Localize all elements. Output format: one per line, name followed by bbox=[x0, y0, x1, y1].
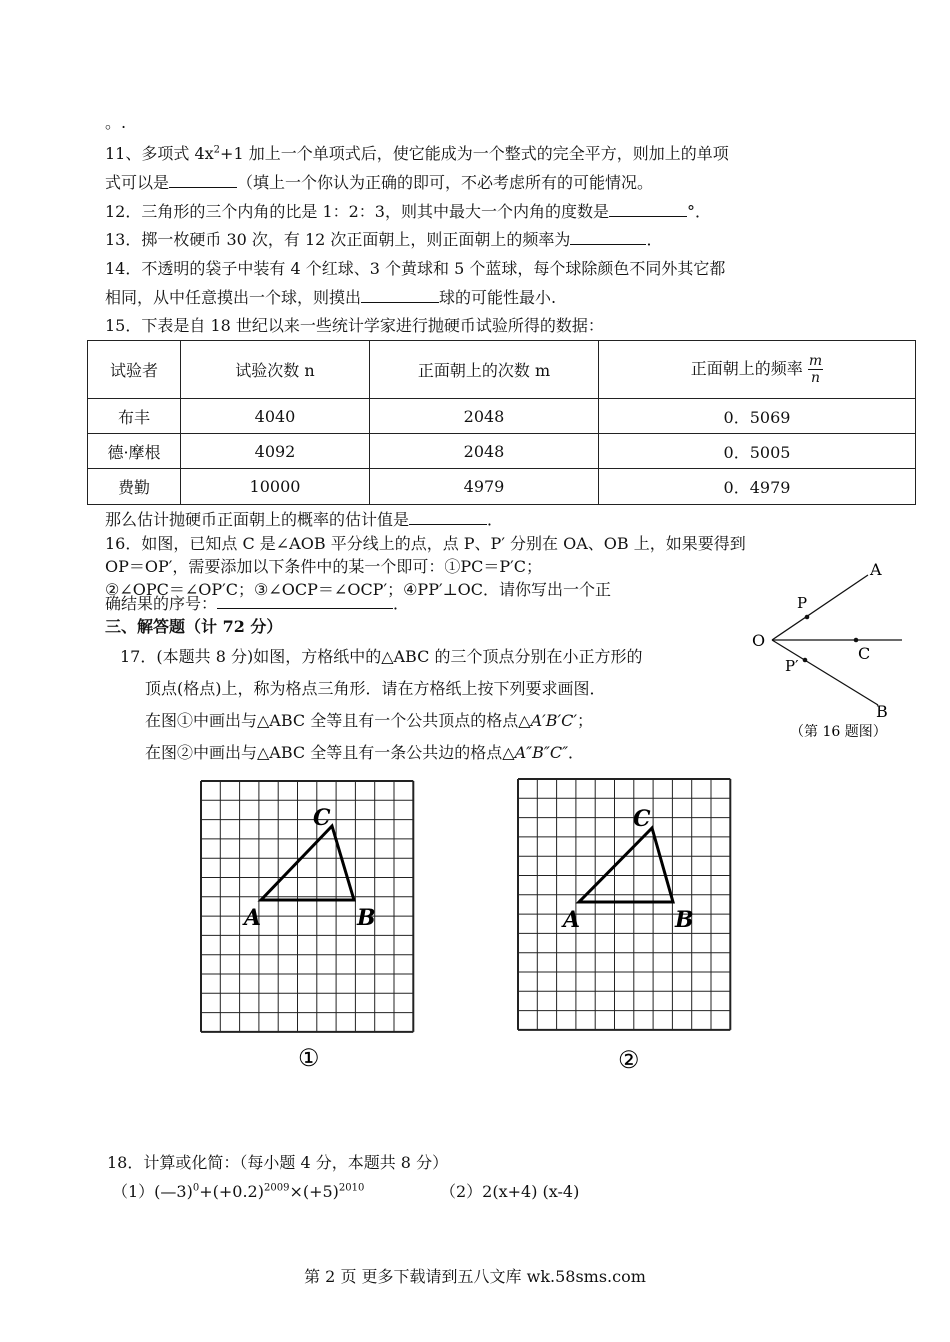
figure-caption: （第 16 题图） bbox=[790, 724, 887, 740]
question-15-intro: 15．下表是自 18 世纪以来一些统计学家进行抛硬币试验所得的数据： bbox=[105, 316, 604, 335]
question-18-part1 bbox=[112, 1181, 364, 1203]
cell-name: 费勤 bbox=[88, 469, 181, 505]
header-heads: 正面朝上的次数 m bbox=[370, 341, 599, 399]
q18-p1-exp3: 2010 bbox=[338, 1182, 365, 1194]
question-16-line2: OP＝OP′，需要添加以下条件中的某一个即可：①PC＝P′C； bbox=[105, 557, 543, 576]
header-frequency bbox=[599, 341, 916, 399]
question-16-line1: 16．如图，已知点 C 是∠AOB 平分线上的点，点 P、P′ 分别在 OA、OB 上，如果要得到 bbox=[105, 534, 746, 553]
question-12 bbox=[105, 201, 711, 223]
q15-after-b: ． bbox=[487, 510, 504, 529]
cell-name: 德·摩根 bbox=[88, 434, 181, 469]
q12-text-b: °． bbox=[687, 202, 712, 221]
q18-p1-b: +(+0.2) bbox=[199, 1182, 264, 1201]
page-footer: 第 2 页 更多下载请到五八文库 wk.58sms.com bbox=[304, 1267, 646, 1286]
q17-line3-a: 在图①中画出与△ABC 全等且有一个公共顶点的格点△ bbox=[145, 711, 531, 730]
answer-blank-16[interactable] bbox=[217, 594, 393, 609]
cell-trials: 4040 bbox=[181, 399, 370, 434]
cell-trials: 4092 bbox=[181, 434, 370, 469]
cell-frequency: 0．4979 bbox=[599, 469, 916, 505]
label-b-1: B bbox=[357, 905, 376, 931]
question-15-followup bbox=[105, 509, 503, 531]
q17-line3-b: ； bbox=[577, 711, 594, 730]
point-p bbox=[805, 615, 810, 620]
q16-line4-b: ． bbox=[393, 594, 410, 613]
q14-line2-a: 相同，从中任意摸出一个球，则摸出 bbox=[105, 288, 362, 307]
triangle-abc-2 bbox=[579, 828, 673, 902]
question-17-line3 bbox=[145, 710, 593, 732]
label-a-2: A bbox=[563, 907, 581, 933]
fraction-numerator: m bbox=[808, 353, 823, 369]
q13-text-b: ． bbox=[646, 230, 663, 249]
question-14-line1: 14．不透明的袋子中装有 4 个红球、3 个黄球和 5 个蓝球，每个球除颜色不同外其它都 bbox=[105, 259, 726, 278]
q17-line4-b: ． bbox=[568, 743, 585, 762]
grid-figure-2 bbox=[512, 775, 747, 1075]
label-p-prime: P′ bbox=[785, 657, 799, 675]
section-3-heading: 三、解答题（计 72 分） bbox=[105, 617, 283, 636]
label-a-1: A bbox=[244, 905, 262, 931]
label-b: B bbox=[876, 702, 888, 721]
question-16-line4 bbox=[105, 593, 409, 615]
cell-heads: 4979 bbox=[370, 469, 599, 505]
question-16-line3: ②∠OPC＝∠OP′C；③∠OCP＝∠OCP′；④PP′⊥OC．请你写出一个正 bbox=[105, 580, 611, 599]
q16-line4-a: 确结果的序号： bbox=[105, 594, 218, 613]
top-fragment: 。. bbox=[105, 113, 127, 132]
answer-blank-11[interactable] bbox=[169, 173, 237, 188]
q18-p1-a: （1）(—3) bbox=[112, 1182, 193, 1201]
q14-line2-b: 球的可能性最小. bbox=[439, 288, 557, 307]
q11-text-b: +1 加上一个单项式后，使它能成为一个整式的完全平方，则加上的单项 bbox=[220, 144, 729, 163]
answer-blank-13[interactable] bbox=[570, 230, 646, 245]
cell-frequency: 0．5069 bbox=[599, 399, 916, 434]
q17-line4-a: 在图②中画出与△ABC 全等且有一条公共边的格点△ bbox=[145, 743, 515, 762]
q18-p1-exp2: 2009 bbox=[263, 1182, 290, 1194]
header-frequency-label: 正面朝上的频率 bbox=[690, 359, 803, 378]
q12-text-a: 12．三角形的三个内角的比是 1：2：3，则其中最大一个内角的度数是 bbox=[105, 202, 609, 221]
question-11-line1 bbox=[105, 143, 729, 165]
point-p-prime bbox=[803, 658, 808, 663]
q13-text-a: 13．掷一枚硬币 30 次，有 12 次正面朝上，则正面朝上的频率为 bbox=[105, 230, 571, 249]
q11-exponent: 2 bbox=[213, 144, 221, 156]
figure-number-2: ② bbox=[618, 1046, 640, 1074]
label-a: A bbox=[870, 560, 882, 579]
table-row bbox=[88, 469, 916, 505]
question-11-line2 bbox=[105, 172, 653, 194]
label-c: C bbox=[858, 644, 871, 663]
answer-blank-12[interactable] bbox=[609, 202, 687, 217]
cell-frequency: 0．5005 bbox=[599, 434, 916, 469]
angle-bisector-figure bbox=[740, 555, 920, 745]
frequency-fraction bbox=[808, 353, 823, 386]
cell-heads: 2048 bbox=[370, 399, 599, 434]
label-c-2: C bbox=[633, 806, 651, 832]
label-c-1: C bbox=[313, 805, 331, 831]
coin-toss-table bbox=[87, 340, 916, 505]
label-b-2: B bbox=[675, 907, 694, 933]
table-header-row bbox=[88, 341, 916, 399]
q18-p1-c: ×(+5) bbox=[289, 1182, 339, 1201]
figure-number-1: ① bbox=[298, 1044, 320, 1072]
header-experimenter: 试验者 bbox=[88, 341, 181, 399]
cell-name: 布丰 bbox=[88, 399, 181, 434]
triangle-abc-1 bbox=[261, 826, 354, 900]
q17-triangle-prime: A′B′C′ bbox=[530, 711, 578, 730]
question-17-line2: 顶点(格点)上，称为格点三角形．请在方格纸上按下列要求画图． bbox=[145, 679, 606, 698]
fraction-denominator: n bbox=[811, 370, 821, 386]
grid-figure-1 bbox=[195, 775, 430, 1075]
q15-after-a: 那么估计抛硬币正面朝上的概率的估计值是 bbox=[105, 510, 410, 529]
label-p: P bbox=[797, 594, 808, 612]
table-row bbox=[88, 434, 916, 469]
answer-blank-14[interactable] bbox=[361, 288, 439, 303]
label-o: O bbox=[752, 631, 766, 650]
cell-heads: 2048 bbox=[370, 434, 599, 469]
answer-blank-15[interactable] bbox=[409, 510, 487, 525]
point-c bbox=[854, 638, 859, 643]
q18-p1-exp1: 0 bbox=[192, 1182, 200, 1194]
ray-oa bbox=[772, 575, 868, 640]
q11-line2-b: （填上一个你认为正确的即可，不必考虑所有的可能情况。 bbox=[237, 173, 654, 192]
question-18-intro: 18．计算或化简：（每小题 4 分，本题共 8 分） bbox=[107, 1153, 449, 1172]
question-18-part2: （2）2(x+4) (x-4) bbox=[440, 1182, 580, 1201]
question-17-line1: 17．(本题共 8 分)如图，方格纸中的△ABC 的三个顶点分别在小正方形的 bbox=[120, 647, 643, 666]
q11-text-a: 11、多项式 4x bbox=[105, 144, 214, 163]
grid-lines-2 bbox=[518, 779, 730, 1030]
question-17-line4 bbox=[145, 742, 584, 764]
q11-line2-a: 式可以是 bbox=[105, 173, 170, 192]
cell-trials: 10000 bbox=[181, 469, 370, 505]
q17-triangle-double-prime: A″B″C″ bbox=[514, 743, 569, 762]
question-14-line2 bbox=[105, 287, 556, 309]
table-row bbox=[88, 399, 916, 434]
header-trials: 试验次数 n bbox=[181, 341, 370, 399]
question-13 bbox=[105, 229, 662, 251]
grid-lines-1 bbox=[201, 781, 413, 1032]
